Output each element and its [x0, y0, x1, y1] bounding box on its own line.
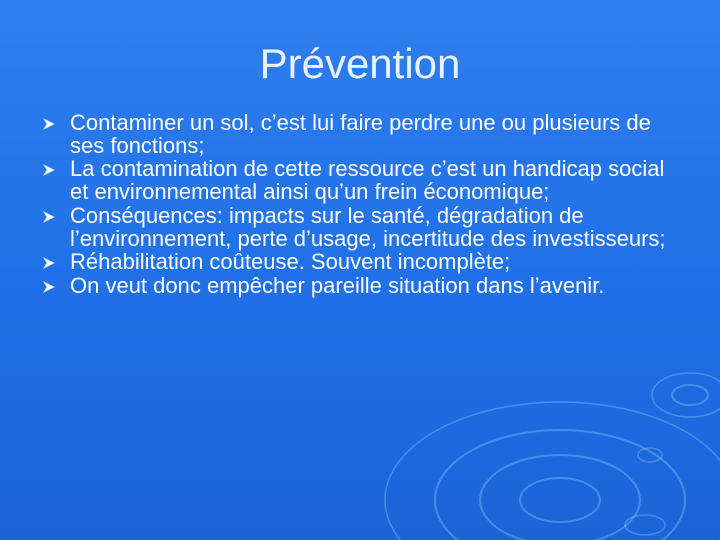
- bullet-text: Contaminer un sol, c’est lui faire perdre une ou plusieurs de ses fonctions;: [70, 110, 651, 158]
- bullet-list: [70, 112, 680, 298]
- arrow-right-icon: [43, 281, 55, 293]
- list-item: [70, 158, 680, 204]
- slide-title: Prévention: [259, 40, 461, 87]
- bullet-text: Réhabilitation coûteuse. Souvent incomplète;: [70, 249, 511, 275]
- arrow-right-icon: [43, 118, 55, 130]
- bullet-text: La contamination de cette ressource c’est un handicap social et environnemental ainsi qu’un frein économique;: [70, 156, 665, 205]
- list-item: [70, 272, 680, 298]
- bullet-text: Conséquences: impacts sur le santé, dégradation de l’environnement, perte d’usage, incertitude des investisseurs;: [70, 202, 666, 251]
- arrow-right-icon: [43, 257, 55, 269]
- arrow-right-icon: [43, 164, 55, 176]
- arrow-right-icon: [43, 211, 55, 223]
- list-item: [70, 112, 680, 158]
- list-item: [70, 202, 680, 251]
- bullet-text: On veut donc empêcher pareille situation dans l’avenir.: [70, 272, 605, 298]
- list-item: [70, 251, 680, 274]
